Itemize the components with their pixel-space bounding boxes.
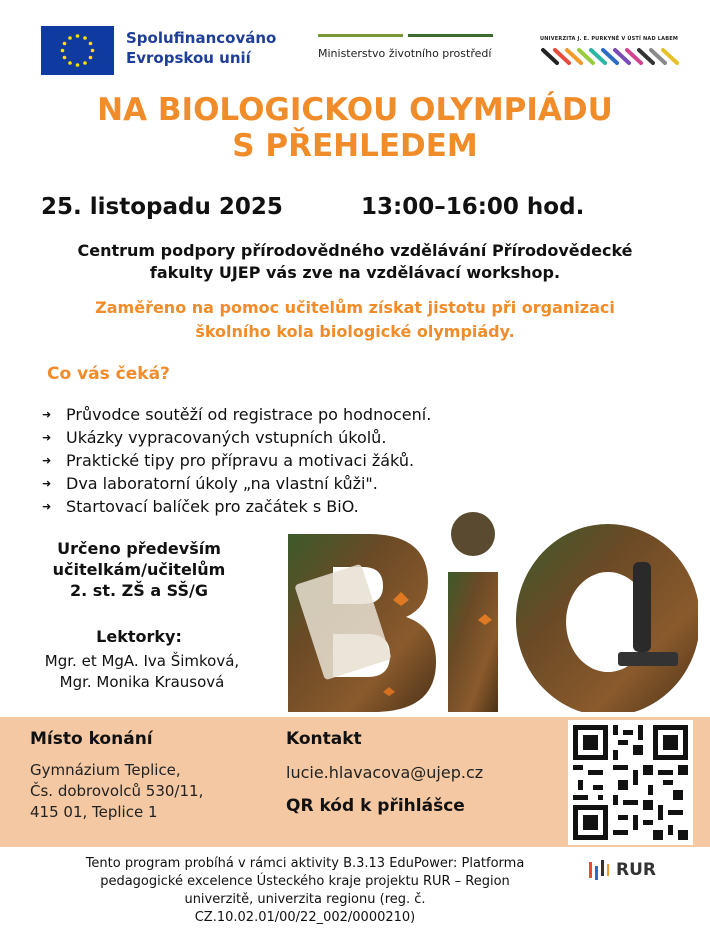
ministry-logo (318, 34, 493, 60)
contact-heading: Kontakt (286, 729, 362, 749)
focus-text: Zaměřeno na pomoc učitelům získat jistotu při organizaci školního kola biologické olympiády. (95, 298, 615, 341)
list-item: ➜ Ukázky vypracovaných vstupních úkolů. (42, 428, 387, 447)
lecturers-heading: Lektorky: (96, 627, 182, 646)
eu-flag-logo (41, 26, 114, 75)
section-heading: Co vás čeká? (47, 364, 170, 384)
venue-address: Gymnázium Teplice, Čs. dobrovolců 530/11, 415 01, Teplice 1 (30, 761, 204, 821)
list-item: ➜ Průvodce soutěží od registrace po hodnocení. (42, 405, 432, 424)
arrow-icon: ➜ (42, 500, 52, 513)
venue-heading: Místo konání (30, 729, 153, 749)
registration-qr-code[interactable] (568, 720, 693, 845)
contact-email[interactable]: lucie.hlavacova@ujep.cz (286, 763, 484, 782)
rur-icon (588, 858, 610, 882)
footer-text: Tento program probíhá v rámci aktivity B.3.13 EduPower: Platforma pedagogické excelence Ústeckého kraje projektu RUR – Region univerzitě, univerzita regionu (reg. č. CZ.10.02.01/00/22_002/0000210) (85, 856, 525, 925)
eu-cofinancing-text: Spolufinancováno Evropskou unií (126, 29, 277, 67)
bio-photo-letters (288, 512, 698, 712)
target-audience: Určeno především učitelkám/učitelům 2. st. ZŠ a SŠ/G (52, 539, 226, 600)
rur-logo: RUR (588, 858, 656, 882)
list-item: ➜ Startovací balíček pro začátek s BiO. (42, 497, 359, 516)
list-item: ➜ Dva laboratorní úkoly „na vlastní kůži". (42, 474, 378, 493)
university-logo (540, 36, 690, 71)
page-title: NA BIOLOGICKOU OLYMPIÁDU S PŘEHLEDEM (97, 92, 613, 164)
arrow-icon: ➜ (42, 431, 52, 444)
ministry-text: Ministerstvo životního prostředí (318, 47, 492, 60)
event-time: 13:00–16:00 hod. (361, 194, 585, 220)
arrow-icon: ➜ (42, 454, 52, 467)
list-item: ➜ Praktické tipy pro přípravu a motivaci žáků. (42, 451, 415, 470)
intro-text: Centrum podpory přírodovědného vzdělávání Přírodovědecké fakulty UJEP vás zve na vzdělávací workshop. (77, 241, 633, 282)
arrow-icon: ➜ (42, 477, 52, 490)
university-text: UNIVERZITA J. E. PURKYNĚ V ÚSTÍ NAD LABEM (540, 36, 679, 42)
qr-label: QR kód k přihlášce (286, 796, 465, 816)
lecturers-list: Mgr. et MgA. Iva Šimková, Mgr. Monika Krausová (44, 652, 240, 691)
arrow-icon: ➜ (42, 408, 52, 421)
event-date: 25. listopadu 2025 (41, 194, 283, 220)
program-list (42, 403, 431, 518)
